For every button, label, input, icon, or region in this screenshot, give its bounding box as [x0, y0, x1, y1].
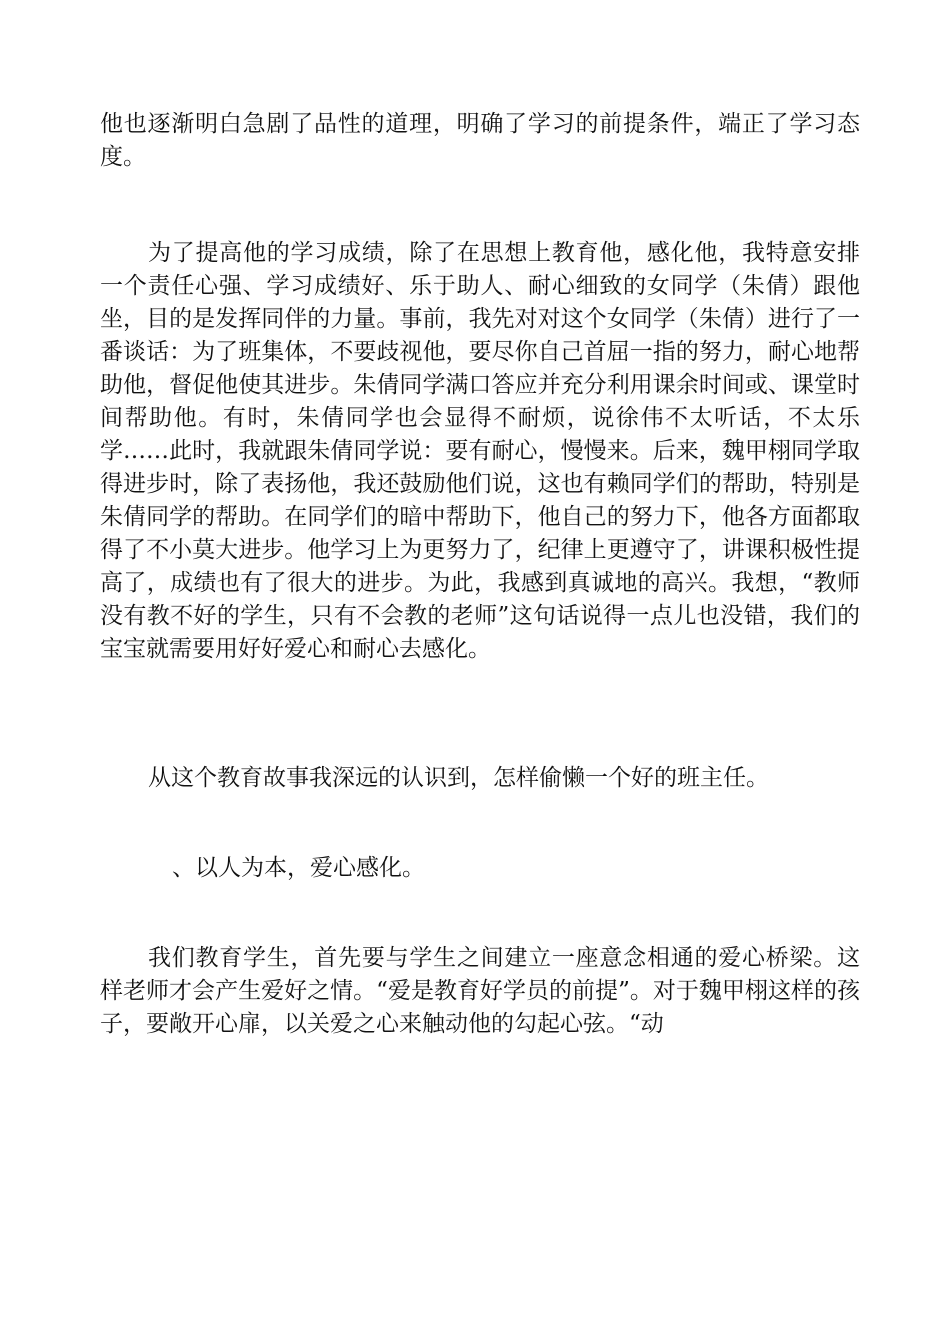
paragraph-tutoring-story: 为了提高他的学习成绩，除了在思想上教育他，感化他，我特意安排一个责任心强、学习成绩好、乐于助人、耐心细致的女同学（朱倩）跟他坐，目的是发挥同伴的力量。事前，我先对对这个女同学（朱倩）进行了一番谈话：为了班集体，不要歧视他，要尽你自己首屈一指的努力，耐心地帮助他，督促他使其进步。朱倩同学满口答应并充分利用课余时间或、课堂时间帮助他。有时，朱倩同学也会显得不耐烦，说徐伟不太听话，不太乐学……此时，我就跟朱倩同学说：要有耐心，慢慢来。后来，魏甲栩同学取得进步时，除了表扬他，我还鼓励他们说，这也有赖同学们的帮助，特别是朱倩同学的帮助。在同学们的暗中帮助下，他自己的努力下，他各方面都取得了不小莫大进步。他学习上为更努力了，纪律上更遵守了，讲课积极性提高了，成绩也有了很大的进步。为此，我感到真诚地的高兴。我想，“教师没有教不好的学生，只有不会教的老师”这句话说得一点儿也没错，我们的宝宝就需要用好好爱心和耐心去感化。 [100, 240, 860, 662]
paragraph-reflection: 从这个教育故事我深远的认识到，怎样偷懒一个好的班主任。 [148, 765, 769, 791]
section-heading: 、以人为本，爱心感化。 [172, 855, 425, 881]
paragraph-continuation: 他也逐渐明白急剧了品性的道理，明确了学习的前提条件，端正了学习态度。 [100, 111, 860, 170]
paragraph-love-bridge: 我们教育学生，首先要与学生之间建立一座意念相通的爱心桥梁。这样老师才会产生爱好之情。“爱是教育好学员的前提”。对于魏甲栩这样的孩子，要敞开心扉，以关爱之心来触动他的勾起心弦。“动 [100, 945, 860, 1037]
